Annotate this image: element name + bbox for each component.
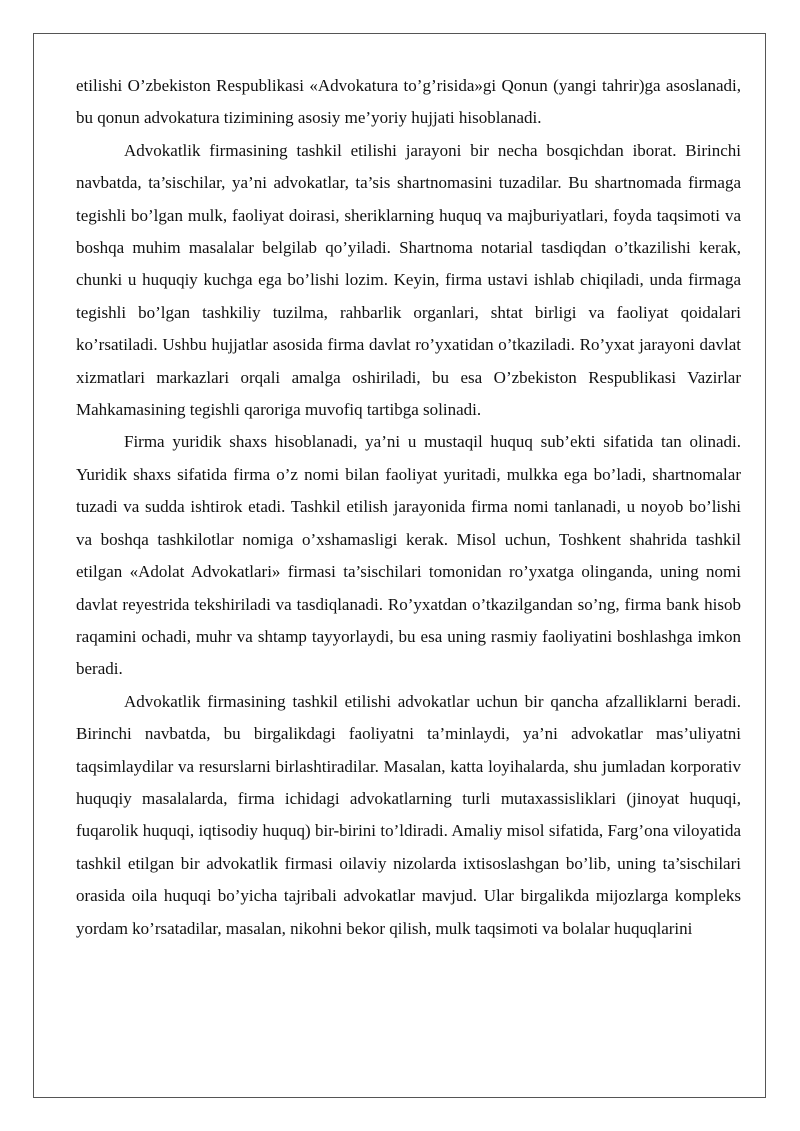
paragraph-4: Advokatlik firmasining tashkil etilishi advokatlar uchun bir qancha afzalliklarni beradi. Birinchi navbatda, bu birgalikdagi faoliyatni ta’minlaydi, ya’ni advokatlar mas’uliyatni taqsimlaydilar va resurslarni birlashtiradilar. Masalan, katta loyihalarda, shu jumladan korporativ huquqiy masalalarda, firma ichidagi advokatlarning turli mutaxassisliklari (jinoyat huquqi, fuqarolik huquqi, iqtisodiy huquq) bir-birini to’ldiradi. Amaliy misol sifatida, Farg’ona viloyatida tashkil etilgan bir advokatlik firmasi oilaviy nizolarda ixtisoslashgan bo’lib, uning ta’sischilari orasida oila huquqi bo’yicha tajribali advokatlar mavjud. Ular birgalikda mijozlarga kompleks yordam ko’rsatadilar, masalan, nikohni bekor qilish, mulk taqsimoti va bolalar huquqlarini [76, 691, 741, 938]
paragraph-3: Firma yuridik shaxs hisoblanadi, ya’ni u mustaqil huquq sub’ekti sifatida tan olinadi. Yuridik shaxs sifatida firma o’z nomi bilan faoliyat yuritadi, mulkka ega bo’ladi, shartnomalar tuzadi va sudda ishtirok etadi. Tashkil etilish jarayonida firma nomi tanlanadi, u noyob bo’lishi va boshqa tashkilotlar nomiga o’xshamasligi kerak. Misol uchun, Toshkent shahrida tashkil etilgan «Adolat Advokatlari» firmasi ta’sischilari tomonidan ro’yxatga olinganda, uning nomi davlat reyestrida tekshiriladi va tasdiqlanadi. Ro’yxatdan o’tkazilgandan so’ng, firma bank hisob raqamini ochadi, muhr va shtamp tayyorlaydi, bu esa uning rasmiy faoliyatini boshlashga imkon beradi. [76, 432, 741, 679]
paragraph-1: etilishi O’zbekiston Respublikasi «Advokatura to’g’risida»gi Qonun (yangi tahrir)ga asoslanadi, bu qonun advokatura tizimining asosiy me’yoriy hujjati hisoblanadi. [76, 76, 741, 128]
document-body [76, 70, 741, 945]
paragraph-2: Advokatlik firmasining tashkil etilishi jarayoni bir necha bosqichdan iborat. Birinchi navbatda, ta’sischilar, ya’ni advokatlar, ta’sis shartnomasini tuzadilar. Bu shartnomada firmaga tegishli bo’lgan mulk, faoliyat doirasi, sheriklarning huquq va majburiyatlari, foyda taqsimoti va boshqa muhim masalalar belgilab qo’yiladi. Shartnoma notarial tasdiqdan o’tkazilishi kerak, chunki u huquqiy kuchga ega bo’lishi lozim. Keyin, firma ustavi ishlab chiqiladi, unda firmaga tegishli bo’lgan tashkiliy tuzilma, rahbarlik organlari, shtat birligi va faoliyat qoidalari ko’rsatiladi. Ushbu hujjatlar asosida firma davlat ro’yxatidan o’tkaziladi. Ro’yxat jarayoni davlat xizmatlari markazlari orqali amalga oshiriladi, bu esa O’zbekiston Respublikasi Vazirlar Mahkamasining tegishli qaroriga muvofiq tartibga solinadi. [76, 140, 741, 420]
